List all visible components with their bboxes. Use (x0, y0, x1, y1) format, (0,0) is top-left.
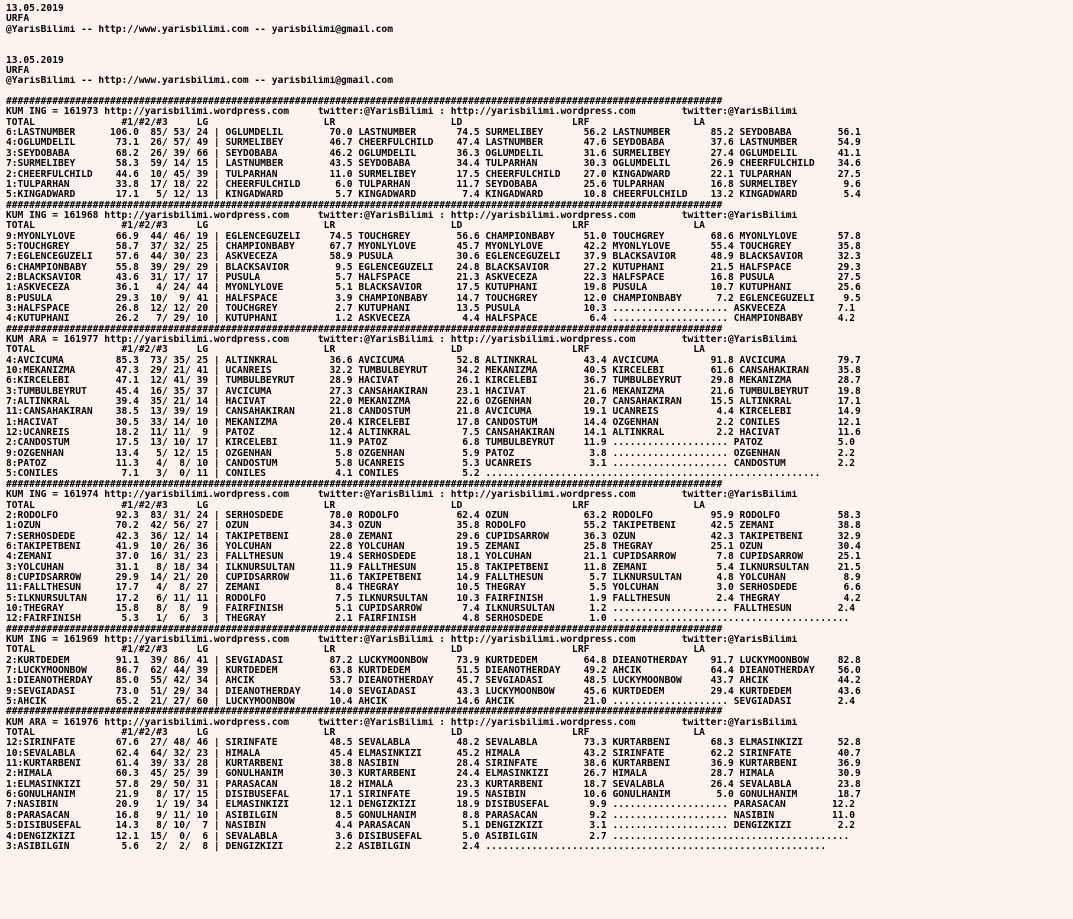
report-line: 6:CHAMPIONBABY 55.8 39/ 29/ 29 | BLACKSAVIOR 9.5 EGLENCEGUZELI 24.8 BLACKSAVIOR 27.2 KUTUPHANI 21.5 HALFSPACE 29.3 (6, 262, 861, 273)
report-line: 9:OZGENHAN 13.4 5/ 12/ 15 | OZGENHAN 5.8 OZGENHAN 5.9 PATOZ 3.8 .................... OZGENHAN 2.2 (6, 448, 856, 459)
report-line: 6:GONULHANIM 21.9 8/ 17/ 15 | DISIBUSEFAL 17.1 SIRINFATE 19.5 NASIBIN 10.6 GONULHANIM 5.0 GONULHANIM 18.7 (6, 790, 861, 801)
report-line: 10:SEVALABLA 62.4 64/ 32/ 23 | HIMALA 45.4 ELMASINKIZI 45.2 HIMALA 43.2 SIRINFATE 62.2 SIRINFATE 40.7 (6, 748, 861, 759)
report-line: 2:BLACKSAVIOR 43.6 31/ 17/ 17 | PUSULA 5.7 HALFSPACE 21.3 ASKVECEZA 22.3 HALFSPACE 16.8 PUSULA 27.5 (6, 272, 861, 283)
report-line: 8:CUPIDSARROW 29.9 14/ 21/ 20 | CUPIDSARROW 11.6 TAKIPETBENI 14.9 FALLTHESUN 5.7 ILKNURSULTAN 4.8 YOLCUHAN 8.9 (6, 572, 861, 583)
race-header-line: KUM ING = 161969 http://yarisbilimi.wordpress.com twitter:@YarisBilimi : http://yarisbilimi.wordpress.com twitter:@YarisBilimi (6, 634, 798, 645)
report-line: @YarisBilimi -- http://www.yarisbilimi.com -- yarisbilimi@gmail.com (6, 76, 393, 87)
report-line: 8:PUSULA 29.3 10/ 9/ 41 | HALFSPACE 3.9 CHAMPIONBABY 14.7 TOUCHGREY 12.0 CHAMPIONBABY 7.2 EGLENCEGUZELI 9.5 (6, 293, 861, 304)
report-line: 9:SEVGIADASI 73.0 51/ 29/ 34 | DIEANOTHERDAY 14.0 SEVGIADASI 43.3 LUCKYMOONBOW 45.6 KURTDEDEM 29.4 KURTDEDEM 43.6 (6, 686, 861, 697)
race-header-line: KUM ARA = 161976 http://yarisbilimi.wordpress.com twitter:@YarisBilimi : http://yarisbilimi.wordpress.com twitter:@YarisBilimi (6, 717, 798, 728)
report-line: 12:SIRINFATE 67.6 27/ 48/ 46 | SIRINFATE 48.5 SEVALABLA 48.2 SEVALABLA 73.3 KURTARBENI 68.3 ELMASINKIZI 52.8 (6, 738, 861, 749)
report-line: 4:ZEMANI 37.0 16/ 31/ 23 | FALLTHESUN 19.4 SERHOSDEDE 18.1 YOLCUHAN 21.1 CUPIDSARROW 7.8 CUPIDSARROW 25.1 (6, 552, 861, 563)
report-line: 3:YOLCUHAN 31.1 8/ 18/ 34 | ILKNURSULTAN 11.9 FALLTHESUN 15.8 TAKIPETBENI 11.8 ZEMANI 5.4 ILKNURSULTAN 21.5 (6, 562, 861, 573)
race-header-line: KUM ING = 161974 http://yarisbilimi.wordpress.com twitter:@YarisBilimi : http://yarisbilimi.wordpress.com twitter:@YarisBilimi (6, 490, 798, 501)
report-line: 7:EGLENCEGUZELI 57.6 44/ 30/ 23 | ASKVECEZA 58.9 PUSULA 30.6 EGLENCEGUZELI 37.9 BLACKSAVIOR 48.9 BLACKSAVIOR 32.3 (6, 252, 861, 263)
report-line: 6:TAKIPETBENI 41.9 10/ 26/ 36 | YOLCUHAN 22.8 YOLCUHAN 19.5 ZEMANI 25.8 THEGRAY 25.1 OZUN 30.4 (6, 541, 861, 552)
report-line: URFA (6, 14, 30, 25)
report-line: 1:HACIVAT 30.5 33/ 14/ 10 | MEKANIZMA 20.4 KIRCELEBI 17.8 CANDOSTUM 14.4 OZGENHAN 2.2 CONILES 12.1 (6, 417, 861, 428)
report-line: 1:TULPARHAN 33.8 17/ 18/ 22 | CHEERFULCHILD 6.0 TULPARHAN 11.7 SEYDOBABA 25.6 TULPARHAN 16.8 SURMELIBEY 9.6 (6, 179, 861, 190)
separator-line: ############################################################################################################################ (6, 707, 723, 718)
report-line: 7:NASIBIN 20.9 1/ 19/ 34 | ELMASINKIZI 12.1 DENGIZKIZI 18.9 DISIBUSEFAL 9.9 .................... PARASACAN 12.2 (6, 800, 856, 811)
report-line: 12:FAIRFINISH 5.3 1/ 6/ 3 | THEGRAY 2.1 FAIRFINISH 4.8 SERHOSDEDE 1.0 ......................................... (6, 614, 850, 625)
report-line: 3:SEYDOBABA 68.2 26/ 39/ 66 | SEYDOBABA 46.2 OGLUMDELIL 36.3 OGLUMDELIL 31.6 SURMELIBEY 27.4 OGLUMDELIL 41.1 (6, 148, 861, 159)
report-line: 1:OZUN 70.2 42/ 56/ 27 | OZUN 34.3 OZUN 35.8 RODOLFO 55.2 TAKIPETBENI 42.5 ZEMANI 38.8 (6, 521, 861, 532)
report-line: 8:PARASACAN 16.8 9/ 11/ 10 | ASIBILGIN 8.5 GONULHANIM 8.8 PARASACAN 9.2 .................... NASIBIN 11.0 (6, 810, 856, 821)
column-header-line: TOTAL #1/#2/#3 LG LR LD LRF LA (6, 500, 705, 511)
report-line: 2:CANDOSTUM 17.5 13/ 10/ 17 | KIRCELEBI 11.9 PATOZ 6.8 TUMBULBEYRUT 11.9 .................... PATOZ 5.0 (6, 438, 856, 449)
report-line: 9:MYONLYLOVE 66.9 44/ 46/ 19 | EGLENCEGUZELI 74.5 TOUCHGREY 56.6 CHAMPIONBABY 51.0 TOUCHGREY 68.6 MYONLYLOVE 57.8 (6, 231, 861, 242)
report-line: 2:KURTDEDEM 91.1 39/ 86/ 41 | SEVGIADASI 87.2 LUCKYMOONBOW 73.9 KURTDEDEM 64.8 DIEANOTHERDAY 91.7 LUCKYMOONBOW 82.8 (6, 655, 861, 666)
report-line: 5:CONILES 7.1 3/ 0/ 11 | CONILES 4.1 CONILES 5.2 .......................................................... (6, 469, 821, 480)
report-line: 11:CANSAHAKIRAN 38.5 13/ 39/ 19 | CANSAHAKIRAN 21.8 CANDOSTUM 21.8 AVCICUMA 19.1 UCANREIS 4.4 KIRCELEBI 14.9 (6, 407, 861, 418)
report-line: 5:TOUCHGREY 58.7 37/ 32/ 25 | CHAMPIONBABY 67.7 MYONLYLOVE 45.7 MYONLYLOVE 42.2 MYONLYLOVE 55.4 TOUCHGREY 35.8 (6, 241, 861, 252)
report-line: 4:KUTUPHANI 26.2 7/ 29/ 10 | KUTUPHANI 1.2 ASKVECEZA 4.4 HALFSPACE 6.4 .................... CHAMPIONBABY 4.2 (6, 314, 856, 325)
report-line: @YarisBilimi -- http://www.yarisbilimi.com -- yarisbilimi@gmail.com (6, 24, 393, 35)
report-line: 5:ILKNURSULTAN 17.2 6/ 11/ 11 | RODOLFO 7.5 ILKNURSULTAN 10.3 FAIRFINISH 1.9 FALLTHESUN 2.4 THEGRAY 4.2 (6, 593, 861, 604)
report-line: 7:ALTINKRAL 39.4 35/ 21/ 14 | HACIVAT 22.0 MEKANIZMA 22.6 OZGENHAN 20.7 CANSAHAKIRAN 15.5 ALTINKRAL 17.1 (6, 397, 861, 408)
report-line: 5:AHCIK 65.2 21/ 27/ 60 | LUCKYMOONBOW 10.4 AHCIK 14.6 AHCIK 21.0 .................... SEVGIADASI 2.4 (6, 697, 856, 708)
report-line: URFA (6, 66, 30, 77)
report-line: 3:TUMBULBEYRUT 45.4 16/ 35/ 37 | AVCICUMA 27.3 CANSAHAKIRAN 23.1 HACIVAT 21.6 MEKANIZMA 21.6 TUMBULBEYRUT 19.8 (6, 386, 861, 397)
report-line: 3:HALFSPACE 26.8 12/ 12/ 20 | TOUCHGREY 2.7 KUTUPHANI 13.5 PUSULA 10.3 .................... ASKVECEZA 7.1 (6, 303, 856, 314)
report-line: 11:FALLTHESUN 17.7 4/ 8/ 27 | ZEMANI 8.4 THEGRAY 10.5 THEGRAY 5.5 YOLCUHAN 3.0 SERHOSDEDE 6.6 (6, 583, 861, 594)
report-line: 12:UCANREIS 18.2 11/ 11/ 9 | PATOZ 12.4 ALTINKRAL 7.5 CANSAHAKIRAN 14.1 ALTINKRAL 2.2 HACIVAT 11.6 (6, 428, 861, 439)
report-line (6, 45, 1073, 55)
race-header-line: KUM ING = 161973 http://yarisbilimi.wordpress.com twitter:@YarisBilimi : http://yarisbilimi.wordpress.com twitter:@YarisBilimi (6, 107, 798, 118)
report-line: 4:DENGIZKIZI 12.1 15/ 0/ 6 | SEVALABLA 3.6 DISIBUSEFAL 5.0 ASIBILGIN 2.7 ......................................... (6, 831, 850, 842)
report-line: 8:PATOZ 11.3 4/ 8/ 10 | CANDOSTUM 5.8 UCANREIS 5.3 UCANREIS 3.1 .................... CANDOSTUM 2.2 (6, 459, 856, 470)
separator-line: ############################################################################################################################ (6, 479, 723, 490)
report-line: 13.05.2019 (6, 4, 64, 14)
report-line: 7:LUCKYMOONBOW 86.7 62/ 44/ 39 | KURTDEDEM 63.8 KURTDEDEM 51.5 DIEANOTHERDAY 49.2 AHCIK 64.4 DIEANOTHERDAY 56.0 (6, 666, 861, 676)
report-line: 4:OGLUMDELIL 73.1 26/ 57/ 49 | SURMELIBEY 46.7 CHEERFULCHILD 47.4 LASTNUMBER 47.6 SEYDOBABA 37.6 LASTNUMBER 54.9 (6, 138, 861, 149)
report-line (6, 35, 1073, 45)
report-line: 10:THEGRAY 15.8 8/ 8/ 9 | FAIRFINISH 5.1 CUPIDSARROW 7.4 ILKNURSULTAN 1.2 .................... FALLTHESUN 2.4 (6, 603, 856, 614)
column-header-line: TOTAL #1/#2/#3 LG LR LD LRF LA (6, 117, 705, 128)
report-line: 10:MEKANIZMA 47.3 29/ 21/ 41 | UCANREIS 32.2 TUMBULBEYRUT 34.2 MEKANIZMA 40.5 KIRCELEBI 61.6 CANSAHAKIRAN 35.8 (6, 366, 861, 377)
report-line: 2:CHEERFULCHILD 44.6 10/ 45/ 39 | TULPARHAN 11.0 SURMELIBEY 17.5 CHEERFULCHILD 27.0 KINGADWARD 22.1 TULPARHAN 27.5 (6, 169, 861, 180)
report-line (6, 87, 1073, 97)
separator-line: ############################################################################################################################ (6, 624, 723, 635)
report-line: 1:ASKVECEZA 36.1 4/ 24/ 44 | MYONLYLOVE 5.1 BLACKSAVIOR 17.5 KUTUPHANI 19.8 PUSULA 10.7 KUTUPHANI 25.6 (6, 283, 861, 294)
separator-line: ############################################################################################################################ (6, 200, 723, 211)
report-line: 4:AVCICUMA 85.3 73/ 35/ 25 | ALTINKRAL 36.6 AVCICUMA 52.8 ALTINKRAL 43.4 AVCICUMA 91.8 AVCICUMA 79.7 (6, 355, 861, 366)
column-header-line: TOTAL #1/#2/#3 LG LR LD LRF LA (6, 645, 705, 656)
column-header-line: TOTAL #1/#2/#3 LG LR LD LRF LA (6, 728, 705, 739)
report-line: 5:DISIBUSEFAL 14.3 8/ 10/ 7 | NASIBIN 4.4 PARASACAN 5.1 DENGIZKIZI 3.1 .................... DENGIZKIZI 2.2 (6, 821, 856, 832)
report-line: 6:KIRCELEBI 47.1 12/ 41/ 39 | TUMBULBEYRUT 28.9 HACIVAT 26.1 KIRCELEBI 36.7 TUMBULBEYRUT 29.8 MEKANIZMA 28.7 (6, 376, 861, 387)
report-line: 13.05.2019 (6, 55, 64, 66)
report-line: 7:SERHOSDEDE 42.3 36/ 12/ 14 | TAKIPETBENI 28.0 ZEMANI 29.6 CUPIDSARROW 36.3 OZUN 42.3 TAKIPETBENI 32.9 (6, 531, 861, 542)
report-line: 1:ELMASINKIZI 57.8 29/ 50/ 31 | PARASACAN 18.2 HIMALA 23.3 KURTARBENI 18.7 SEVALABLA 26.4 SEVALABLA 23.8 (6, 779, 861, 790)
report-line: 11:KURTARBENI 61.4 39/ 33/ 28 | KURTARBENI 38.8 NASIBIN 28.4 SIRINFATE 38.6 KURTARBENI 36.9 KURTARBENI 36.9 (6, 759, 861, 770)
report-line: 2:HIMALA 60.3 45/ 25/ 39 | GONULHANIM 30.3 KURTARBENI 24.4 ELMASINKIZI 26.7 HIMALA 28.7 HIMALA 30.9 (6, 769, 861, 780)
report-line: 2:RODOLFO 92.3 83/ 31/ 24 | SERHOSDEDE 78.0 RODOLFO 62.4 OZUN 63.2 RODOLFO 95.9 RODOLFO 58.3 (6, 510, 861, 521)
separator-line: ############################################################################################################################ (6, 97, 723, 108)
column-header-line: TOTAL #1/#2/#3 LG LR LD LRF LA (6, 221, 705, 232)
report-line: 5:KINGADWARD 17.1 5/ 12/ 13 | KINGADWARD 5.7 KINGADWARD 7.4 KINGADWARD 10.8 CHEERFULCHILD 13.2 KINGADWARD 5.4 (6, 190, 861, 201)
separator-line: ############################################################################################################################ (6, 324, 723, 335)
report-line: 3:ASIBILGIN 5.6 2/ 2/ 8 | DENGIZKIZI 2.2 ASIBILGIN 2.4 ........................................................... (6, 841, 827, 852)
race-header-line: KUM ING = 161968 http://yarisbilimi.wordpress.com twitter:@YarisBilimi : http://yarisbilimi.wordpress.com twitter:@YarisBilimi (6, 210, 798, 221)
column-header-line: TOTAL #1/#2/#3 LG LR LD LRF LA (6, 345, 705, 356)
report-line: 1:DIEANOTHERDAY 85.0 55/ 42/ 34 | AHCIK 53.7 DIEANOTHERDAY 45.7 SEVGIADASI 48.5 LUCKYMOONBOW 43.7 AHCIK 44.2 (6, 676, 861, 687)
report-line: 6:LASTNUMBER 106.0 85/ 53/ 24 | OGLUMDELIL 70.0 LASTNUMBER 74.5 SURMELIBEY 56.2 LASTNUMBER 85.2 SEYDOBABA 56.1 (6, 128, 861, 139)
report-line: 7:SURMELIBEY 58.3 59/ 14/ 15 | LASTNUMBER 43.5 SEYDOBABA 34.4 TULPARHAN 30.3 OGLUMDELIL 26.9 CHEERFULCHILD 34.6 (6, 159, 861, 170)
race-header-line: KUM ARA = 161977 http://yarisbilimi.wordpress.com twitter:@YarisBilimi : http://yarisbilimi.wordpress.com twitter:@YarisBilimi (6, 335, 798, 345)
